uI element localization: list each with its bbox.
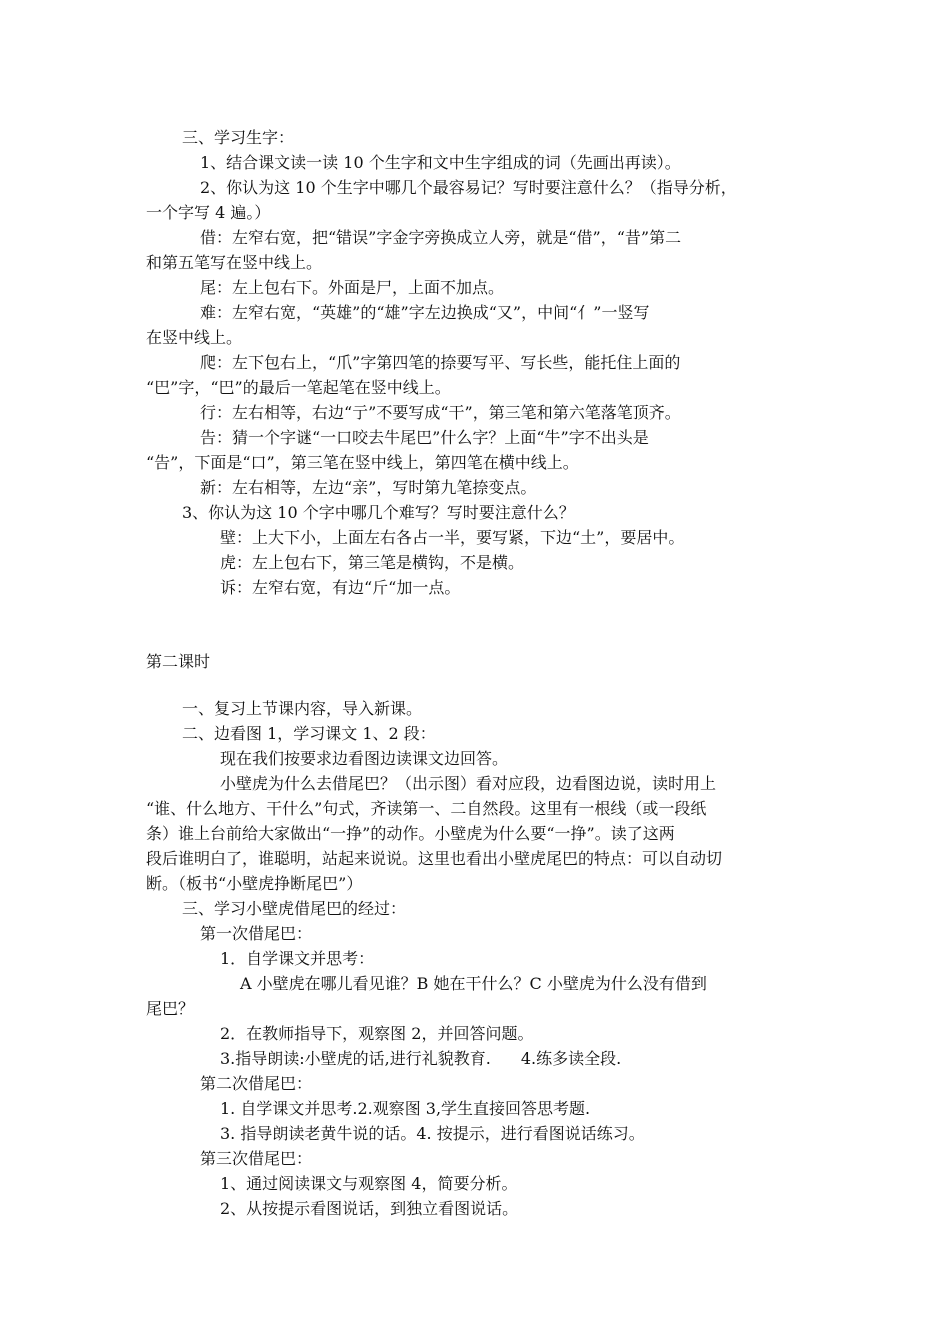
paragraph: 现在我们按要求边看图边读课文边回答。 <box>220 749 509 768</box>
paragraph: 一个字写 4 遍。） <box>146 203 271 222</box>
paragraph: 诉：左窄右宽，有边“斤“加一点。 <box>220 578 461 597</box>
paragraph: 和第五笔写在竖中线上。 <box>146 253 323 272</box>
list-item: 1．自学课文并思考： <box>220 949 375 968</box>
paragraph: 虎：左上包右下，第三笔是横钩，不是横。 <box>220 553 525 572</box>
list-item: 2．在教师指导下，观察图 2，并回答问题。 <box>220 1024 534 1043</box>
list-item-text: 4.练多读全段. <box>520 1049 622 1068</box>
list-item: 2、从按提示看图说话，到独立看图说话。 <box>220 1199 519 1218</box>
paragraph: 条）谁上台前给大家做出“一挣”的动作。小壁虎为什么要“一挣”。读了这两 <box>146 824 675 843</box>
paragraph: 在竖中线上。 <box>146 328 243 347</box>
paragraph: 断。（板书“小壁虎挣断尾巴”） <box>146 874 363 893</box>
subsection-heading: 第二次借尾巴： <box>200 1074 313 1093</box>
paragraph: “告”，下面是“口”，第三笔在竖中线上，第四笔在横中线上。 <box>146 453 579 472</box>
list-item-text: 3.指导朗读:小壁虎的话,进行礼貌教育. <box>220 1049 491 1068</box>
paragraph: 新：左右相等，左边“亲”，写时第九笔捺变点。 <box>200 478 537 497</box>
section-heading: 三、学习小壁虎借尾巴的经过： <box>182 899 407 918</box>
section-heading: 一、复习上节课内容，导入新课。 <box>182 699 423 718</box>
paragraph: 告：猜一个字谜“一口咬去牛尾巴”什么字？上面“牛”字不出头是 <box>200 428 649 447</box>
list-item: 尾巴？ <box>146 999 195 1018</box>
paragraph: 难：左窄右宽，“英雄”的“雄”字左边换成“又”，中间“亻”一竖写 <box>200 303 650 322</box>
section-heading: 三、学习生字： <box>182 128 295 147</box>
list-item <box>220 1048 621 1070</box>
paragraph: “谁、什么地方、干什么”句式，齐读第一、二自然段。这里有一根线（或一段纸 <box>146 799 707 818</box>
paragraph: 段后谁明白了，谁聪明，站起来说说。这里也看出小壁虎尾巴的特点：可以自动切 <box>146 849 723 868</box>
paragraph: 2、你认为这 10 个生字中哪几个最容易记？写时要注意什么？（指导分析， <box>200 178 737 197</box>
paragraph: 1、结合课文读一读 10 个生字和文中生字组成的词（先画出再读）。 <box>200 153 681 172</box>
paragraph: 行：左右相等，右边“亍”不要写成“干”，第三笔和第六笔落笔顶齐。 <box>200 403 681 422</box>
subsection-heading: 第一次借尾巴： <box>200 924 313 943</box>
paragraph: 壁：上大下小，上面左右各占一半，要写紧，下边“土”，要居中。 <box>220 528 685 547</box>
paragraph: 借：左窄右宽，把“错误”字金字旁换成立人旁，就是“借”，“昔”第二 <box>200 228 682 247</box>
list-item: 1、通过阅读课文与观察图 4，简要分析。 <box>220 1174 518 1193</box>
paragraph: “巴”字，“巴”的最后一笔起笔在竖中线上。 <box>146 378 451 397</box>
list-item: 1. 自学课文并思考.2.观察图 3,学生直接回答思考题. <box>220 1099 591 1118</box>
section-heading: 二、边看图 1，学习课文 1、2 段： <box>182 724 436 743</box>
paragraph: 爬：左下包右上，“爪”字第四笔的捺要写平、写长些，能托住上面的 <box>200 353 681 372</box>
paragraph: 尾：左上包右下。外面是尸，上面不加点。 <box>200 278 505 297</box>
paragraph: 3、你认为这 10 个字中哪几个难写？写时要注意什么？ <box>182 503 575 522</box>
lesson-heading: 第二课时 <box>146 652 211 671</box>
list-item: A 小壁虎在哪儿看见谁？B 她在干什么？C 小壁虎为什么没有借到 <box>240 974 707 993</box>
list-item: 3. 指导朗读老黄牛说的话。4. 按提示，进行看图说话练习。 <box>220 1124 645 1143</box>
paragraph: 小壁虎为什么去借尾巴？（出示图）看对应段，边看图边说，读时用上 <box>220 774 717 793</box>
subsection-heading: 第三次借尾巴： <box>200 1149 313 1168</box>
